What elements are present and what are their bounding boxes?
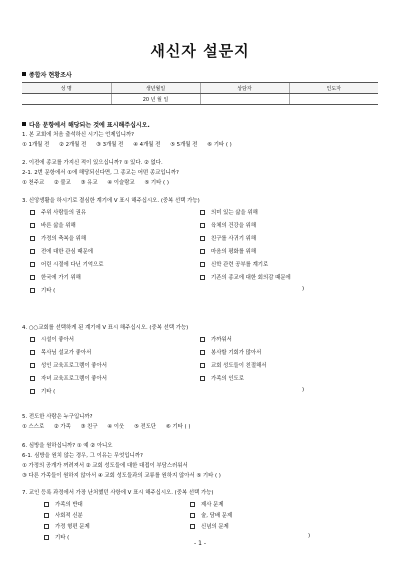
checkbox-item[interactable]: 한국에 가기 위해 [30,273,81,281]
checkbox-item[interactable]: 가족의 반대 [44,500,83,508]
checkbox-item[interactable]: 신학 관련 공부를 계기로 [200,260,268,268]
question-7-choices [30,500,370,545]
cell-name[interactable] [22,94,111,105]
question-5: 5. 전도한 사람은 누구입니까? [22,414,93,420]
checkbox-item[interactable]: 봉사할 기회가 많아서 [200,348,261,356]
checkbox-icon[interactable] [30,262,35,267]
q1-option[interactable]: ① 1개월 전 [22,142,50,148]
close-paren: ) [308,533,311,539]
section-heading-status: 종합자 현황조사 [22,70,72,79]
question-1: 1. 본 교회에 처음 출석하신 시기는 언제입니까? [22,132,135,138]
checkbox-icon[interactable] [30,288,35,293]
page-number: - 1 - [194,540,206,547]
question-6-1-options-line2[interactable]: ③ 다른 가족들이 원하지 않아서 ④ 교회 성도들과의 교류를 원하지 않아서 ⑤ 기타 ( ) [22,473,221,479]
checkbox-icon[interactable] [30,210,35,215]
header-counselor: 상담자 [200,83,289,94]
checkbox-icon[interactable] [30,236,35,241]
checkbox-item[interactable]: 어린 시절에 다닌 기억으로 [30,260,103,268]
q2-option[interactable]: ① 천주교 [22,180,45,186]
q5-option[interactable]: ② 가족 [53,424,71,430]
checkbox-item[interactable]: 기타 ( [30,286,55,294]
checkbox-icon[interactable] [30,350,35,355]
checkbox-icon[interactable] [30,223,35,228]
checkbox-item[interactable]: 주위 사람들의 권유 [30,208,86,216]
checkbox-icon[interactable] [200,210,205,215]
checkbox-icon[interactable] [30,249,35,254]
checkbox-item[interactable]: 자녀 교육프로그램이 좋아서 [30,374,107,382]
question-6: 6. 심방을 원하십니까? ① 예 ② 아니오 [22,443,113,449]
checkbox-icon[interactable] [200,223,205,228]
question-4: 4. ○○교회를 선택하게 된 계기에 V 표시 해주십시오. (중복 선택 가능) [22,325,189,331]
checkbox-icon[interactable] [200,249,205,254]
question-3: 3. 신앙생활을 하시기로 결심한 계기에 V 표시 해주십시오. (중복 선택 가능) [22,198,200,204]
question-5-options [22,422,198,430]
checkbox-item[interactable]: 목사님 설교가 좋아서 [30,348,91,356]
q5-option[interactable]: ⑤ 전도단 [133,424,157,430]
checkbox-icon[interactable] [30,363,35,368]
cell-guide[interactable] [289,94,378,105]
close-paren: ) [302,387,305,393]
checkbox-icon[interactable] [190,524,195,529]
q2-option[interactable]: ③ 유교 [80,180,98,186]
checkbox-icon[interactable] [44,513,49,518]
cell-birthdate[interactable]: 20 년 월 일 [111,94,200,105]
q1-option[interactable]: ⑥ 기타 ( ) [207,142,232,148]
checkbox-icon[interactable] [200,236,205,241]
question-4-choices [30,335,370,405]
checkbox-icon[interactable] [190,513,195,518]
checkbox-item[interactable]: 가까워서 [200,335,232,343]
checkbox-icon[interactable] [200,337,205,342]
square-bullet-icon [22,72,26,76]
checkbox-item[interactable]: 가정의 축복을 위해 [30,234,86,242]
checkbox-icon[interactable] [200,262,205,267]
question-7: 7. 교인 등록 과정에서 가장 난처했던 사항에 V 표시 해주십시오. (중복 선택 가능) [22,490,214,496]
section-heading-questions: 다음 문항에서 해당되는 것에 표시해주십시오. [22,120,150,129]
q2-option[interactable]: ④ 이슬람교 [107,180,135,186]
q5-option[interactable]: ⑥ 기타 ( ) [165,424,191,430]
page-title: 새신자 설문지 [150,42,250,60]
close-paren: ) [302,286,305,292]
checkbox-item[interactable]: 육체의 건강을 위해 [200,221,256,229]
checkbox-item[interactable]: 술, 담배 문제 [190,511,232,519]
checkbox-item[interactable]: 마음의 평화를 위해 [200,247,256,255]
checkbox-item[interactable]: 전에 대한 관심 때문에 [30,247,93,255]
question-3-choices [30,208,370,318]
q1-option[interactable]: ⑤ 5개월 전 [170,142,198,148]
checkbox-icon[interactable] [200,350,205,355]
checkbox-item[interactable]: 기타 ( [30,387,55,395]
checkbox-item[interactable]: 친구를 사귀기 위해 [200,234,256,242]
checkbox-item[interactable]: 성인 교육프로그램이 좋아서 [30,361,107,369]
checkbox-item[interactable]: 기타 ( [44,533,69,541]
checkbox-item[interactable]: 바른 삶을 위해 [30,221,76,229]
checkbox-item[interactable]: 시설이 좋아서 [30,335,74,343]
checkbox-icon[interactable] [30,389,35,394]
checkbox-icon[interactable] [190,502,195,507]
q5-option[interactable]: ④ 이웃 [107,424,125,430]
checkbox-icon[interactable] [44,524,49,529]
checkbox-icon[interactable] [200,363,205,368]
checkbox-item[interactable]: 기존의 종교에 대한 회의감 때문에 [200,273,291,281]
q5-option[interactable]: ① 스스로 [22,424,45,430]
checkbox-icon[interactable] [30,275,35,280]
q5-option[interactable]: ③ 친구 [80,424,98,430]
checkbox-item[interactable]: 신념의 문제 [190,522,229,530]
checkbox-item[interactable]: 가족의 인도로 [200,374,244,382]
header-birthdate: 생년월일 [111,83,200,94]
header-guide: 인도자 [289,83,378,94]
question-1-options [22,140,240,148]
checkbox-icon[interactable] [30,376,35,381]
checkbox-item[interactable]: 사회적 신분 [44,511,83,519]
q1-option[interactable]: ④ 4개월 전 [133,142,161,148]
checkbox-icon[interactable] [44,502,49,507]
question-6-1-options-line1[interactable]: ① 가정의 공개가 꺼려져서 ② 교회 성도들에 대한 대접이 부담스러워서 [22,463,188,469]
header-name: 성 명 [22,83,111,94]
q1-option[interactable]: ③ 3개월 전 [96,142,124,148]
q2-option[interactable]: ⑤ 기타 ( ) [144,180,169,186]
checkbox-item[interactable]: 가정 형편 문제 [44,522,90,530]
q2-option[interactable]: ② 불교 [53,180,71,186]
checkbox-item[interactable]: 의미 있는 삶을 위해 [200,208,258,216]
checkbox-item[interactable]: 교회 성도들이 친절해서 [200,361,267,369]
checkbox-item[interactable]: 제사 문제 [190,500,224,508]
question-6-1: 6-1. 심방을 원치 않는 경우, 그 이유는 무엇입니까? [22,453,143,459]
cell-counselor[interactable] [200,94,289,105]
question-2: 2. 이전에 종교를 가지신 적이 있으십니까? ① 있다. ② 없다. [22,160,163,166]
square-bullet-icon [22,122,26,126]
status-table [22,82,378,105]
checkbox-icon[interactable] [30,337,35,342]
q1-option[interactable]: ② 2개월 전 [59,142,87,148]
checkbox-icon[interactable] [200,275,205,280]
checkbox-icon[interactable] [200,376,205,381]
question-2-options [22,178,177,186]
question-2-1: 2-1. 2번 문항에서 ①에 해당되신다면, 그 종교는 어떤 종교입니까? [22,170,179,176]
